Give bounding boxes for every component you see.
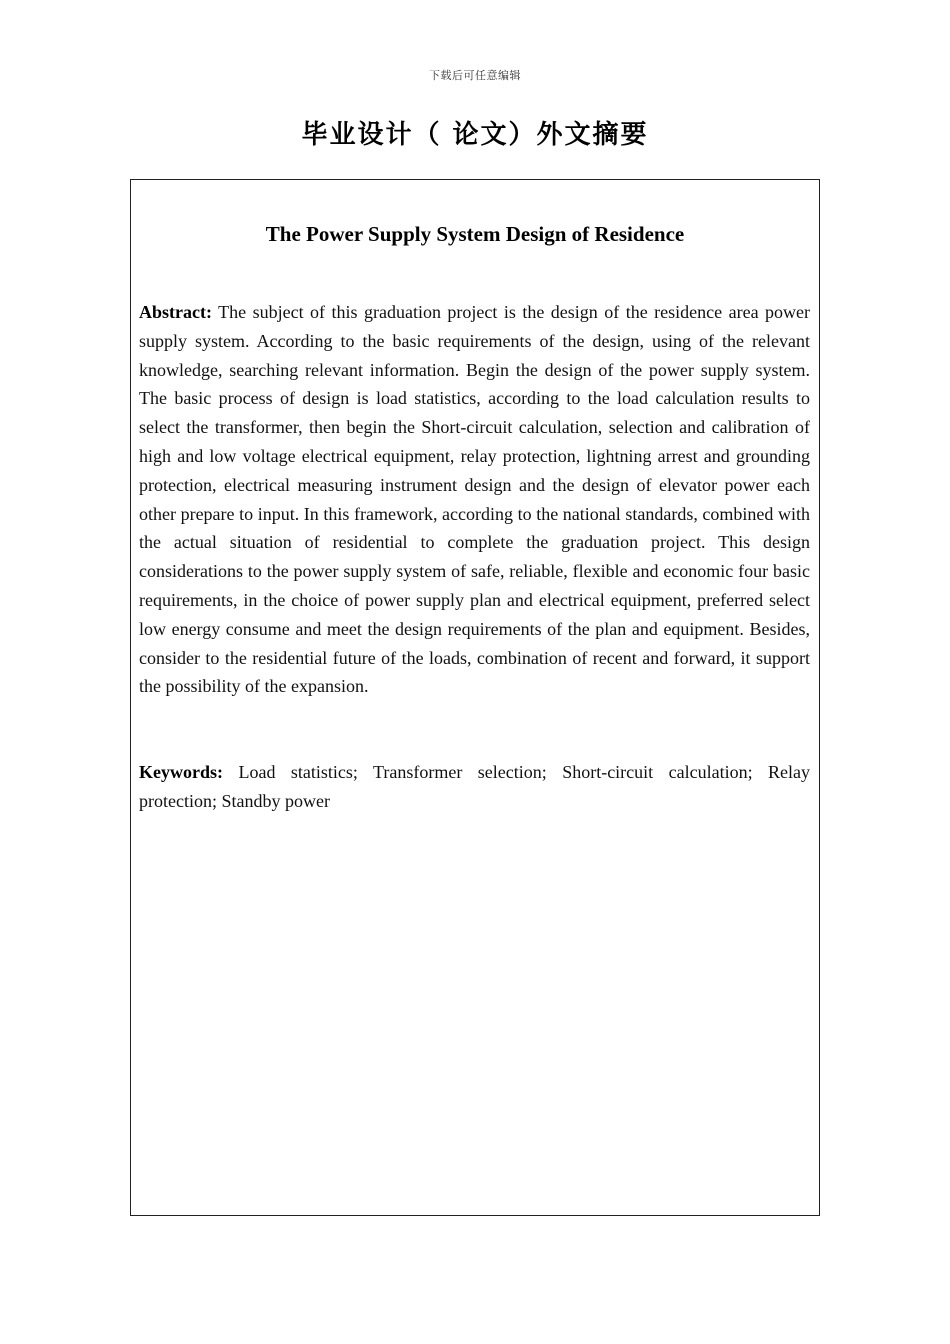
keywords-paragraph bbox=[139, 758, 810, 816]
download-note: 下载后可任意编辑 bbox=[429, 69, 521, 82]
abstract-text: The subject of this graduation project is the design of the residence area power supply system. According to the basic requirements of the design, using of the relevant knowledge, searching relevant information. Begin the design of the power supply system. The basic process of design is load statistics, according to the load calculation results to select the transformer, then begin the Short-circuit calculation, selection and calibration of high and low voltage electrical equipment, relay protection, lightning arrest and grounding protection, electrical measuring instrument design and the design of elevator power each other prepare to input. In this framework, according to the national standards, combined with the actual situation of residential to complete the graduation project. This design considerations to the power supply system of safe, reliable, flexible and economic four basic requirements, in the choice of power supply plan and electrical equipment, preferred select low energy consume and meet the design requirements of the plan and equipment. Besides, consider to the residential future of the loads, combination of recent and forward, it support the possibility of the expansion. bbox=[139, 302, 811, 697]
keywords-label: Keywords: bbox=[139, 762, 223, 782]
paper-title: The Power Supply System Design of Residence bbox=[265, 222, 685, 246]
abstract-paragraph bbox=[139, 298, 810, 701]
abstract-label: Abstract: bbox=[139, 302, 212, 322]
page-title: 毕业设计（ 论文）外文摘要 bbox=[301, 120, 649, 150]
keywords-text: Load statistics; Transformer selection; Short-circuit calculation; Relay protection; Standby power bbox=[139, 762, 810, 811]
